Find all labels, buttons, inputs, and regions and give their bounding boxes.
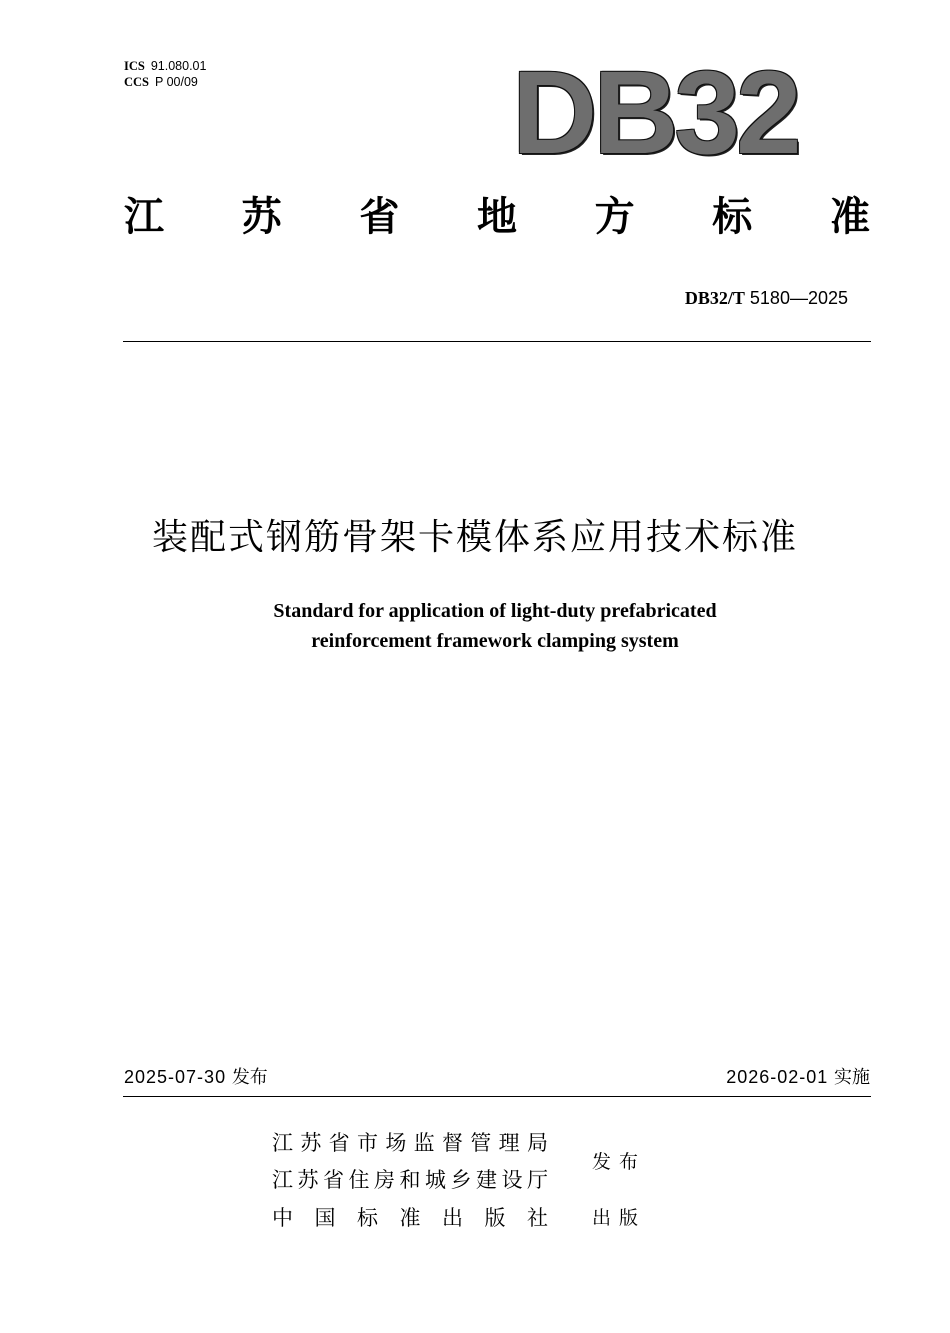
issuer-char: 管 <box>470 1131 492 1155</box>
issue-label: 发布 <box>231 1067 268 1088</box>
issuer-char: 住 <box>348 1168 370 1192</box>
effective-label: 实施 <box>834 1067 870 1088</box>
issuer-char: 乡 <box>450 1168 472 1192</box>
top-divider <box>123 341 871 342</box>
issuer-char: 市 <box>356 1131 378 1155</box>
issue-date-block <box>124 1064 268 1091</box>
issuer-char: 督 <box>441 1131 463 1155</box>
issuer-char: 场 <box>385 1131 407 1155</box>
standard-type-char: 苏 <box>241 194 282 240</box>
ccs-label: CCS <box>124 75 150 89</box>
standard-type-char: 省 <box>359 194 400 240</box>
issuer-line-2 <box>272 1165 548 1195</box>
issue-action: 发布 <box>592 1151 647 1173</box>
publisher-char: 标 <box>357 1206 378 1230</box>
ics-label: ICS <box>124 59 145 73</box>
standard-type-char: 标 <box>712 194 753 240</box>
publish-action: 出版 <box>592 1207 647 1229</box>
title-en-line2: reinforcement framework clamping system <box>311 630 679 652</box>
ccs-code <box>124 74 198 90</box>
issuer-char: 监 <box>413 1131 435 1155</box>
issuer-char: 理 <box>498 1131 520 1155</box>
ccs-value: P 00/09 <box>155 75 198 89</box>
issuer-char: 苏 <box>297 1168 319 1192</box>
issuer-char: 设 <box>501 1168 523 1192</box>
issuer-line-1 <box>272 1128 548 1158</box>
issue-date: 2025-07-30 <box>124 1067 227 1087</box>
standard-number-prefix: DB32/T <box>684 288 745 308</box>
issuer-char: 江 <box>272 1168 293 1192</box>
publisher-char: 中 <box>272 1206 293 1230</box>
publisher-char: 准 <box>399 1206 421 1230</box>
standard-type-char: 江 <box>124 194 164 240</box>
issuer-char: 苏 <box>300 1131 322 1155</box>
issuer-char: 厅 <box>527 1168 548 1192</box>
issuer-char: 省 <box>323 1168 344 1192</box>
standard-type <box>124 192 870 242</box>
effective-date: 2026-02-01 <box>726 1067 829 1087</box>
title-en-line1: Standard for application of light-duty prefabricated <box>273 600 717 622</box>
ics-value: 91.080.01 <box>150 59 207 73</box>
issuer-char: 和 <box>399 1168 421 1192</box>
title-cn: 装配式钢筋骨架卡模体系应用技术标准 <box>151 517 798 558</box>
standard-type-char: 地 <box>476 194 517 240</box>
effective-date-block <box>726 1064 870 1091</box>
publisher-char: 国 <box>314 1206 336 1230</box>
standard-type-char: 方 <box>594 194 635 240</box>
issuer-char: 江 <box>272 1131 293 1155</box>
publisher-char: 出 <box>442 1206 463 1230</box>
ics-code <box>124 58 206 74</box>
publisher-line <box>272 1203 548 1233</box>
issuer-char: 城 <box>425 1168 446 1192</box>
issuer-char: 房 <box>374 1168 395 1192</box>
standard-type-char: 准 <box>829 194 870 240</box>
issuer-char: 省 <box>328 1131 350 1155</box>
issuer-char: 建 <box>476 1168 497 1192</box>
standard-number <box>685 286 848 311</box>
db32-logo: DB32 <box>512 47 798 179</box>
bottom-divider <box>123 1096 871 1097</box>
issuer-char: 局 <box>526 1131 548 1155</box>
publisher-char: 版 <box>484 1206 506 1230</box>
standard-number-rest: 5180—2025 <box>744 288 848 308</box>
publisher-char: 社 <box>527 1206 548 1230</box>
